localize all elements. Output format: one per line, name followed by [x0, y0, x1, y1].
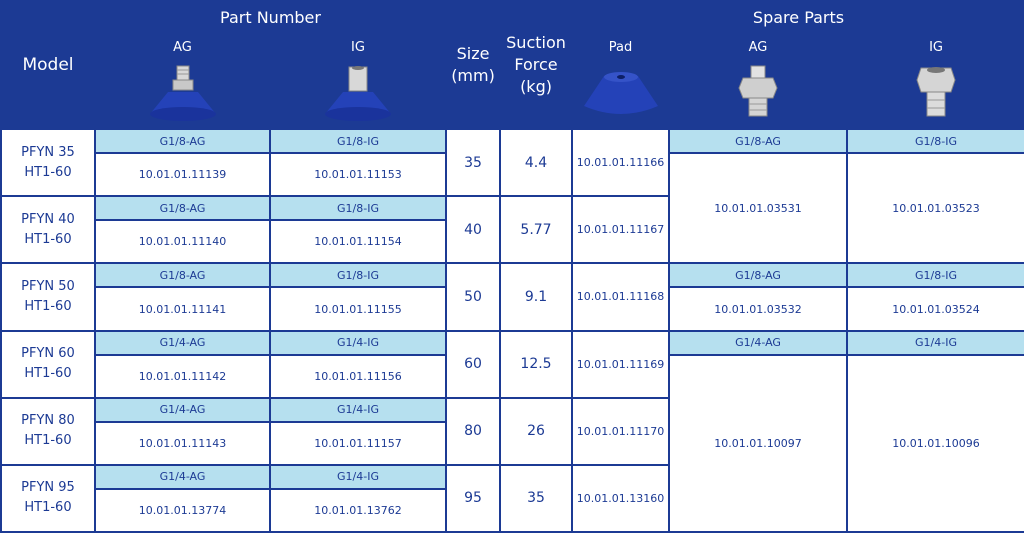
model-cell	[1, 129, 95, 196]
model-cell	[1, 196, 95, 263]
pad-icon	[576, 64, 666, 126]
ig-thread: G1/8-IG	[270, 129, 446, 153]
force-cell: 12.5	[500, 331, 572, 398]
pad-part: 10.01.01.11168	[572, 263, 669, 330]
spare-ig-part: 10.01.01.03524	[847, 287, 1024, 330]
spare-ag-thread: G1/8-AG	[669, 129, 847, 153]
ag-thread: G1/8-AG	[95, 129, 270, 153]
spare-ag-part: 10.01.01.03532	[669, 287, 847, 330]
model-cell	[1, 465, 95, 532]
size-header: Size (mm)	[446, 1, 500, 129]
ag-part: 10.01.01.11139	[95, 153, 270, 196]
ig-suction-cup-image	[270, 61, 446, 129]
spare-ig-thread: G1/4-IG	[847, 331, 1024, 355]
pad-header: Pad	[572, 34, 669, 61]
ig-thread: G1/4-IG	[270, 331, 446, 355]
pad-part: 10.01.01.13160	[572, 465, 669, 532]
model-name: PFYN 50	[21, 278, 75, 294]
spare-parts-header: Spare Parts	[572, 1, 1024, 34]
force-cell: 4.4	[500, 129, 572, 196]
model-suffix: HT1-60	[24, 500, 72, 516]
model-suffix: HT1-60	[24, 433, 72, 449]
pad-image	[572, 61, 669, 129]
spare-ig-part: 10.01.01.10096	[847, 355, 1024, 532]
size-cell: 60	[446, 331, 500, 398]
model-header: Model	[1, 1, 95, 129]
size-cell: 40	[446, 196, 500, 263]
spare-ag-thread: G1/8-AG	[669, 263, 847, 287]
model-name: PFYN 95	[21, 480, 75, 496]
ag-part: 10.01.01.11142	[95, 355, 270, 398]
ag-header: AG	[95, 34, 270, 61]
model-suffix: HT1-60	[24, 231, 72, 247]
pad-part: 10.01.01.11166	[572, 129, 669, 196]
ig-part: 10.01.01.11157	[270, 422, 446, 465]
fitting-ig-icon	[891, 64, 981, 126]
spare-ag-header: AG	[669, 34, 847, 61]
ag-thread: G1/8-AG	[95, 263, 270, 287]
spare-ig-thread: G1/8-IG	[847, 129, 1024, 153]
size-cell: 50	[446, 263, 500, 330]
spare-ig-part: 10.01.01.03523	[847, 153, 1024, 263]
ig-thread: G1/4-IG	[270, 465, 446, 489]
ag-part: 10.01.01.11143	[95, 422, 270, 465]
model-cell	[1, 263, 95, 330]
spare-ag-part: 10.01.01.03531	[669, 153, 847, 263]
size-cell: 95	[446, 465, 500, 532]
model-cell	[1, 331, 95, 398]
ag-part: 10.01.01.11140	[95, 220, 270, 263]
spare-ag-fitting-image	[669, 61, 847, 129]
ig-part: 10.01.01.11156	[270, 355, 446, 398]
suction-cup-ag-icon	[138, 64, 228, 126]
force-cell: 9.1	[500, 263, 572, 330]
model-name: PFYN 40	[21, 211, 75, 227]
ag-part: 10.01.01.13774	[95, 489, 270, 532]
model-suffix: HT1-60	[24, 298, 72, 314]
model-suffix: HT1-60	[24, 164, 72, 180]
ig-part: 10.01.01.11154	[270, 220, 446, 263]
ig-thread: G1/4-IG	[270, 398, 446, 422]
ag-thread: G1/4-AG	[95, 465, 270, 489]
model-cell	[1, 398, 95, 465]
ag-thread: G1/8-AG	[95, 196, 270, 220]
pad-part: 10.01.01.11170	[572, 398, 669, 465]
ag-suction-cup-image	[95, 61, 270, 129]
ig-part: 10.01.01.11155	[270, 287, 446, 330]
ig-part: 10.01.01.11153	[270, 153, 446, 196]
size-cell: 80	[446, 398, 500, 465]
ag-thread: G1/4-AG	[95, 331, 270, 355]
model-suffix: HT1-60	[24, 366, 72, 382]
spare-ig-fitting-image	[847, 61, 1024, 129]
spare-ag-thread: G1/4-AG	[669, 331, 847, 355]
ig-thread: G1/8-IG	[270, 263, 446, 287]
suction-force-header: Suction Force (kg)	[500, 1, 572, 129]
ig-part: 10.01.01.13762	[270, 489, 446, 532]
spare-ig-thread: G1/8-IG	[847, 263, 1024, 287]
fitting-ag-icon	[713, 64, 803, 126]
ig-thread: G1/8-IG	[270, 196, 446, 220]
spare-ig-header: IG	[847, 34, 1024, 61]
suction-cup-ig-icon	[313, 64, 403, 126]
part-number-header: Part Number	[95, 1, 446, 34]
model-name: PFYN 35	[21, 144, 75, 160]
pad-part: 10.01.01.11167	[572, 196, 669, 263]
pad-part: 10.01.01.11169	[572, 331, 669, 398]
force-cell: 35	[500, 465, 572, 532]
size-cell: 35	[446, 129, 500, 196]
force-cell: 5.77	[500, 196, 572, 263]
force-cell: 26	[500, 398, 572, 465]
model-name: PFYN 80	[21, 413, 75, 429]
spare-ag-part: 10.01.01.10097	[669, 355, 847, 532]
model-name: PFYN 60	[21, 346, 75, 362]
ag-thread: G1/4-AG	[95, 398, 270, 422]
ag-part: 10.01.01.11141	[95, 287, 270, 330]
ig-header: IG	[270, 34, 446, 61]
